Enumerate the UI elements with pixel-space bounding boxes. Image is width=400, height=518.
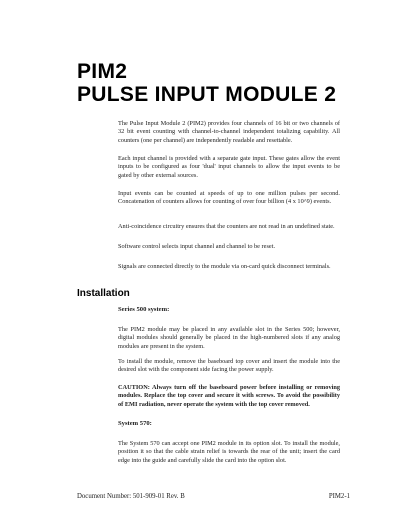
- series500-paragraph-2-block: [118, 358, 340, 375]
- series500-subhead-block: [118, 306, 340, 313]
- intro-paragraph-4-block: [118, 223, 340, 231]
- caution-notice: CAUTION: Always turn off the baseboard power before installing or removing modules. Replace the top cover and secure it with screws. To avoid the possibility of EMI radiation, never operate the system with the top cover removed.: [118, 384, 340, 408]
- intro-paragraph-5: Software control selects input channel and channel to be reset.: [118, 243, 276, 250]
- page-footer: [77, 493, 350, 500]
- system570-paragraph: The System 570 can accept one PIM2 module in its option slot. To install the module, position it so that the cable strain relief is towards the rear of the unit; insert the card edge into the guide and carefully slide the card into the option slot.: [118, 440, 340, 464]
- caution-block: [118, 384, 340, 409]
- series500-paragraph-1: The PIM2 module may be placed in any available slot in the Series 500; however, digital modules should generally be placed in the high-numbered slots if any analog modules are present in the system.: [118, 326, 340, 350]
- series500-subhead: Series 500 system:: [118, 306, 170, 313]
- installation-heading: Installation: [77, 288, 130, 299]
- intro-paragraph-2: Each input channel is provided with a separate gate input. These gates allow the event inputs to be configured as four 'dual' input channels to allow the input events to be gated by other external sources.: [118, 155, 340, 179]
- intro-paragraph-3: Input events can be counted at speeds of up to one million pulses per second. Concatenation of counters allows for counting of over four billion (4 x 10^9) events.: [118, 190, 340, 206]
- intro-paragraph-2-block: [118, 155, 340, 180]
- intro-paragraph-6-block: [118, 263, 340, 271]
- system570-paragraph-block: [118, 440, 340, 465]
- intro-paragraph-5-block: [118, 243, 340, 251]
- series500-paragraph-2: To install the module, remove the baseboard top cover and insert the module into the desired slot with the component side facing the power supply.: [118, 358, 340, 374]
- intro-paragraph-1: The Pulse Input Module 2 (PIM2) provides four channels of 16 bit or two channels of 32 bit event counting with channel-to-channel independent totalizing capability. All counters (one per channel) are independently readable and resettable.: [118, 120, 340, 144]
- document-number: Document Number: 501-909-01 Rev. B: [77, 493, 185, 500]
- page-number: PIM2-1: [328, 493, 350, 500]
- intro-paragraph-4: Anti-coincidence circuitry ensures that the counters are not read in an undefined state.: [118, 223, 335, 230]
- system570-subhead: System 570:: [118, 420, 152, 427]
- intro-paragraph-1-block: [118, 120, 340, 145]
- title-line-1: PIM2: [77, 60, 128, 83]
- system570-subhead-block: [118, 420, 340, 427]
- intro-paragraph-6: Signals are connected directly to the module via on-card quick disconnect terminals.: [118, 263, 331, 270]
- page-title: [77, 60, 336, 106]
- intro-paragraph-3-block: [118, 190, 340, 207]
- title-line-2: PULSE INPUT MODULE 2: [77, 83, 337, 106]
- series500-paragraph-1-block: [118, 326, 340, 351]
